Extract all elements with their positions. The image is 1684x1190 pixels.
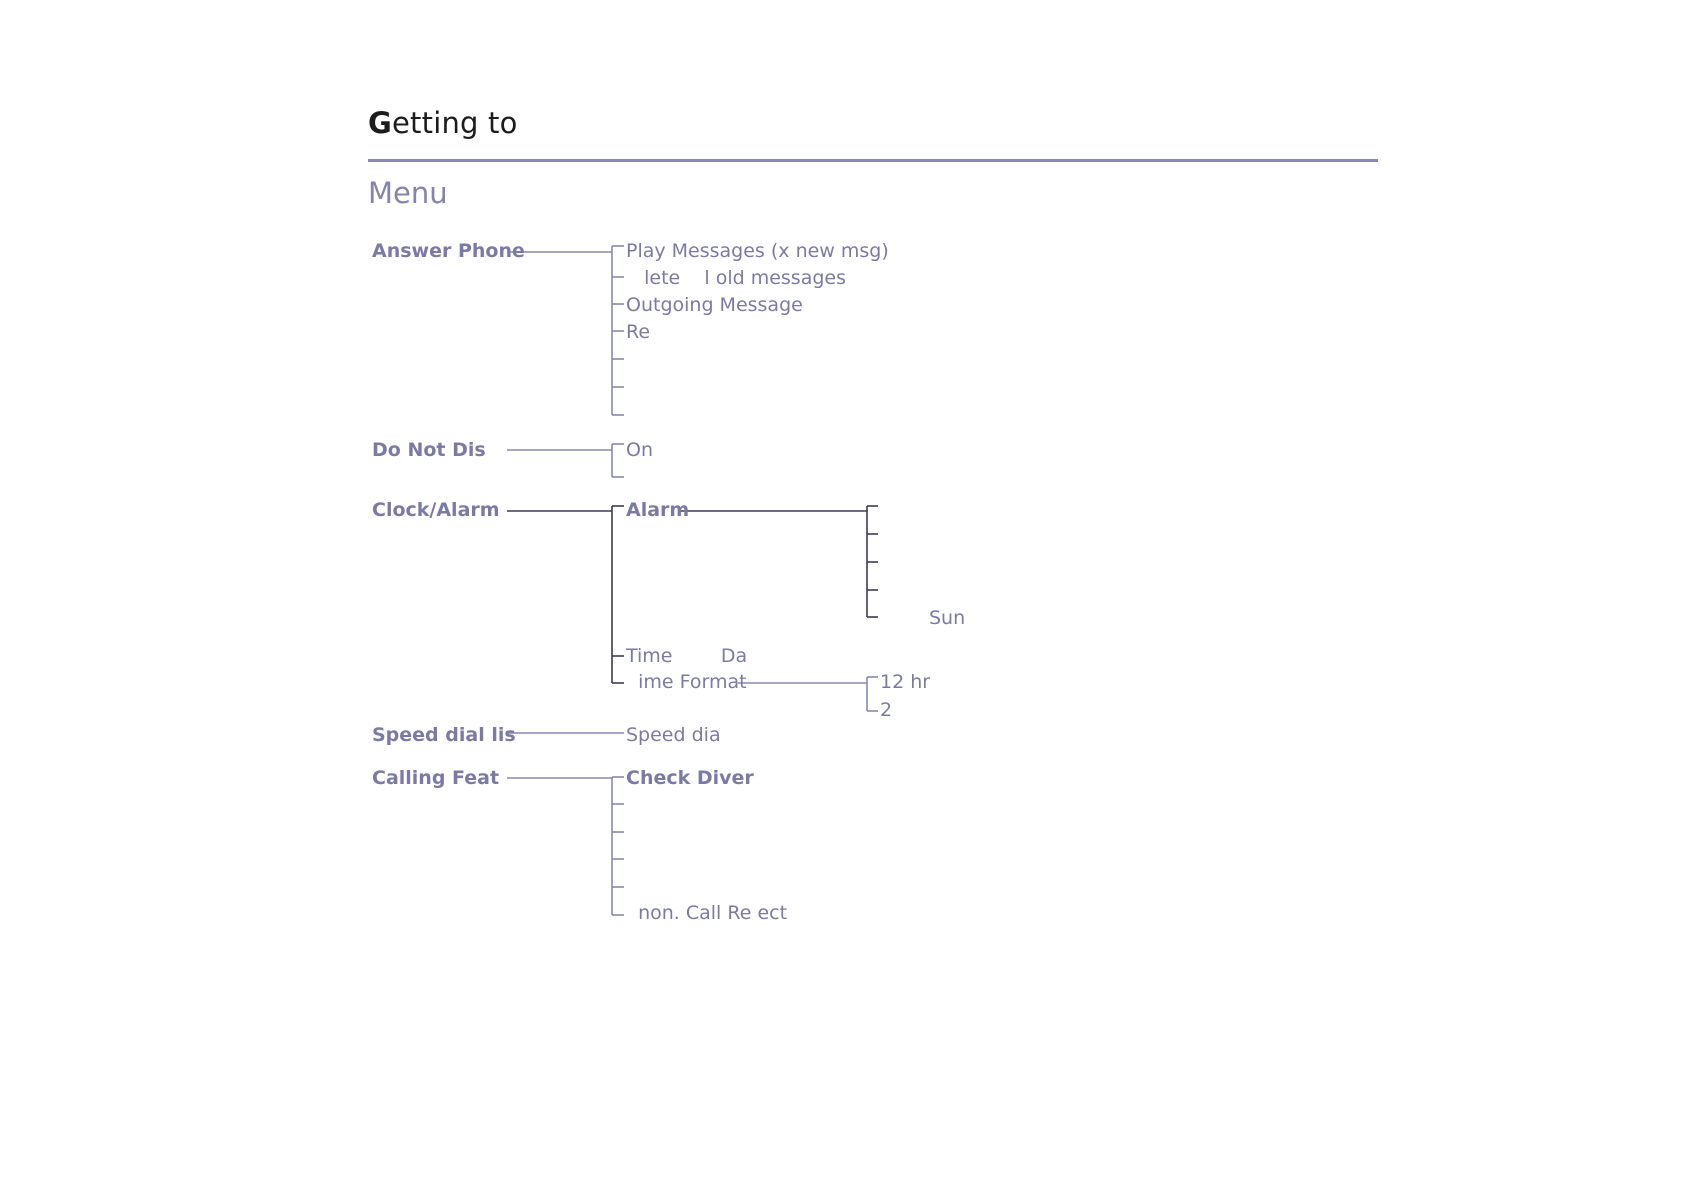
menu-root-do-not-disturb: Do Not Dis [372, 439, 486, 461]
menu-item-check-divert: Check Diver [626, 767, 754, 789]
menu-item-on: On [626, 439, 653, 461]
menu-item-anon-call-reject: non. Call Re ect [626, 902, 788, 924]
menu-item-time-date: Time Da [626, 645, 748, 667]
menu-item-outgoing-message: Outgoing Message [626, 294, 803, 316]
menu-item-play-messages: Play Messages (x new msg) [626, 240, 889, 262]
time-format-12hr: 12 hr [880, 671, 931, 693]
menu-item-alarm: Alarm [626, 499, 690, 521]
menu-item-delete-old-messages: lete l old messages [626, 267, 846, 289]
menu-item-time-format: ime Format [626, 671, 747, 693]
menu-root-answer-phone: Answer Phone [372, 240, 525, 262]
menu-root-speed-dial: Speed dial lis [372, 724, 516, 746]
menu-root-calling-features: Calling Feat [372, 767, 500, 789]
menu-item-re: Re [626, 321, 651, 343]
section-heading: Menu [368, 176, 448, 210]
alarm-day-sun: Sun [929, 607, 966, 629]
page-title: Getting to [368, 106, 518, 140]
menu-root-clock-alarm: Clock/Alarm [372, 499, 500, 521]
time-format-24hr: 2 [880, 699, 893, 721]
menu-item-speed-dial: Speed dia [626, 724, 721, 746]
